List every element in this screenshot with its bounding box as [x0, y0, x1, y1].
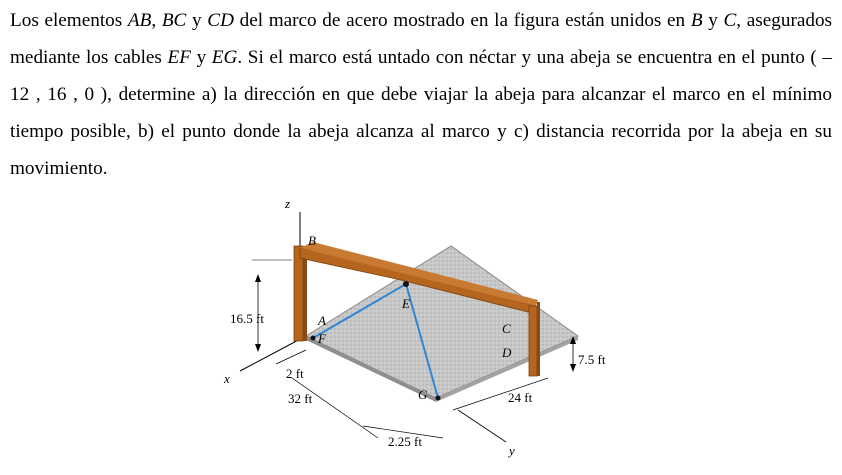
joint-c: C: [723, 10, 737, 31]
point-f-label: F: [318, 331, 326, 346]
cable-ef: EF: [167, 47, 191, 68]
y-axis-label: y: [509, 443, 515, 458]
z-axis-label: z: [285, 196, 291, 211]
dim-2ft-label: 2 ft: [286, 366, 304, 381]
point-e-label: E: [402, 296, 410, 311]
point-e-marker: [403, 281, 409, 287]
dim-32ft-line: [292, 378, 378, 438]
member-ab: [294, 246, 303, 341]
member-bc: BC: [161, 10, 187, 31]
dim-75ft-arrow-bottom: [570, 364, 576, 372]
member-cd: CD: [207, 10, 234, 31]
member-ab-face: [303, 246, 307, 341]
problem-text: y: [702, 10, 724, 31]
point-d-label: D: [502, 345, 512, 360]
frame-figure: [218, 188, 638, 475]
member-cd-face: [537, 302, 540, 376]
dim-height-arrow-bottom: [255, 344, 261, 352]
dim-2ft-line: [276, 350, 306, 364]
point-b-label: B: [308, 233, 316, 248]
dim-24ft-label: 24 ft: [508, 390, 533, 405]
problem-text: . Si el marco está untado con néctar y una abeja se encuentra en el punto ( – 12 , 16 , 0 ), determine a) la dirección en que debe viajar la abeja para alcanzar el marco en el mínimo tiempo posible, b) el punto donde la abeja alcanza al marco y c) distancia recorrida por la abeja en su movimiento.: [10, 47, 833, 179]
y-axis: [458, 410, 506, 442]
problem-text: y: [186, 10, 208, 31]
x-axis-label: x: [224, 371, 230, 386]
dim-32ft-label: 32 ft: [288, 391, 313, 406]
cable-eg: EG: [211, 47, 238, 68]
dim-75ft-label: 7.5 ft: [578, 352, 606, 367]
point-g-marker: [436, 396, 441, 401]
member-ab: AB: [127, 10, 152, 31]
problem-text: ,: [151, 10, 162, 31]
problem-statement: [10, 2, 832, 187]
problem-text: , asegurados mediante los cables: [10, 10, 833, 68]
dim-height-label: 16.5 ft: [230, 311, 264, 326]
point-a-label: A: [318, 313, 326, 328]
point-g-label: G: [418, 387, 428, 402]
dim-height-arrow-top: [255, 274, 261, 282]
point-c-label: C: [502, 321, 511, 336]
problem-text: del marco de acero mostrado en la figura están unidos en: [233, 10, 691, 31]
problem-text: y: [190, 47, 212, 68]
problem-text: Los elementos: [10, 10, 128, 31]
joint-b: B: [690, 10, 703, 31]
point-f-marker: [311, 336, 316, 341]
member-cd: [529, 306, 537, 376]
dim-225ft-label: 2.25 ft: [388, 434, 422, 449]
